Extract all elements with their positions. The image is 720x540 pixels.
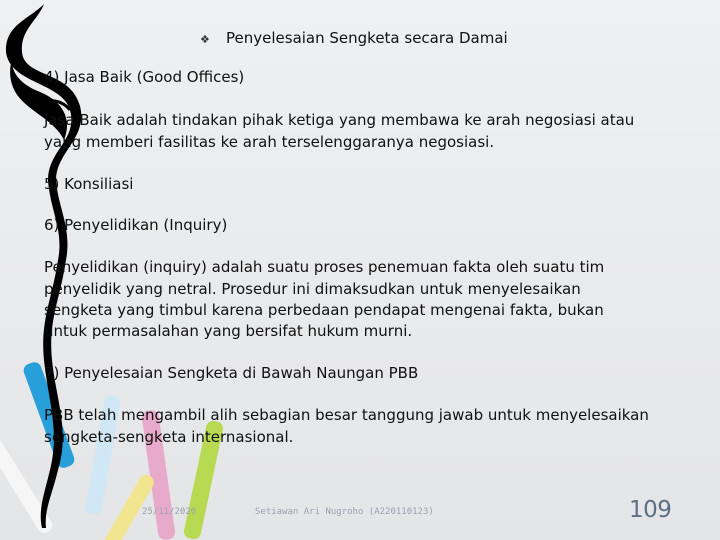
slide-title: [200, 29, 508, 49]
heading-konsiliasi: 5) Konsiliasi: [44, 175, 134, 193]
paragraph-line: sengketa-sengketa internasional.: [44, 428, 294, 446]
footer-author: Setiawan Ari Nugroho (A220110123): [255, 507, 434, 517]
footer-date: 25/11/2020: [142, 507, 197, 517]
page-number: 109: [629, 497, 672, 523]
diamond-bullet-icon: ❖: [200, 33, 210, 46]
paragraph-line: Penyelidikan (inquiry) adalah suatu proses penemuan fakta oleh suatu tim: [44, 258, 605, 276]
paragraph-line: Jasa Baik adalah tindakan pihak ketiga yang membawa ke arah negosiasi atau: [44, 111, 635, 129]
paragraph-line: PBB telah mengambil alih sebagian besar tanggung jawab untuk menyelesaikan: [44, 406, 649, 424]
slide-title-text: Penyelesaian Sengketa secara Damai: [226, 29, 508, 47]
paragraph-line: yang memberi fasilitas ke arah terselenggaranya negosiasi.: [44, 133, 495, 151]
heading-jasa-baik: 4) Jasa Baik (Good Offices): [44, 68, 245, 86]
heading-pbb: 7) Penyelesaian Sengketa di Bawah Naungan PBB: [44, 364, 419, 382]
heading-penyelidikan: 6) Penyelidikan (Inquiry): [44, 216, 228, 234]
paragraph-line: penyelidik yang netral. Prosedur ini dimaksudkan untuk menyelesaikan: [44, 280, 581, 298]
paragraph-line: sengketa yang timbul karena perbedaan pendapat mengenai fakta, bukan: [44, 301, 604, 319]
paragraph-line: untuk permasalahan yang bersifat hukum murni.: [44, 322, 413, 340]
